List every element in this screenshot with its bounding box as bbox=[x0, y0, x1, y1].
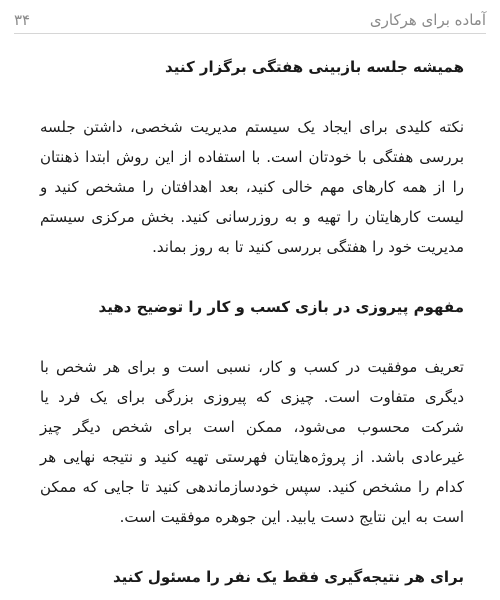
paragraph-weekly-review: نکته کلیدی برای ایجاد یک سیستم مدیریت شخصی، داشتن جلسه بررسی هفتگی با خودتان است. با استفاده از این روش ابتدا ذهنتان را از همه کارهای مهم خالی کنید، بعد اهدافتان را مشخص کنید و لیست کارهایتان را تهیه و به روزرسانی کنید. بخش مرکزی سیستم مدیریت خود را هفتگی بررسی کنید تا به روز بماند. bbox=[40, 118, 464, 256]
running-head bbox=[14, 8, 486, 32]
spacer bbox=[40, 532, 464, 562]
spacer bbox=[40, 262, 464, 292]
spacer bbox=[40, 82, 464, 112]
section-heading-single-owner: برای هر نتیجه‌گیری فقط یک نفر را مسئول کنید bbox=[112, 568, 464, 586]
header-divider bbox=[14, 33, 486, 34]
chapter-title: آماده برای هرکاری bbox=[369, 11, 486, 29]
section-heading-weekly-review: همیشه جلسه بازبینی هفتگی برگزار کنید bbox=[165, 58, 464, 76]
page-body bbox=[40, 52, 464, 592]
spacer bbox=[40, 322, 464, 352]
section-heading-success-definition: مفهوم پیروزی در بازی کسب و کار را توضیح دهید bbox=[98, 298, 464, 316]
page-number: ۳۴ bbox=[14, 11, 31, 29]
paragraph-success-definition: تعریف موفقیت در کسب و کار، نسبی است و برای هر شخص با دیگری متفاوت است. چیزی که پیروزی بزرگی برای یک فرد یا شرکت محسوب می‌شود، ممکن است برای شخص دیگر چیز غیرعادی باشد. از پروژه‌هایتان فهرستی تهیه کنید و نتیجه نهایی هر کدام را مشخص کنید. سپس خودسازماندهی کنید تا جایی که ممکن است به این نتایج دست یابید. این جوهره موفقیت است. bbox=[40, 358, 464, 526]
